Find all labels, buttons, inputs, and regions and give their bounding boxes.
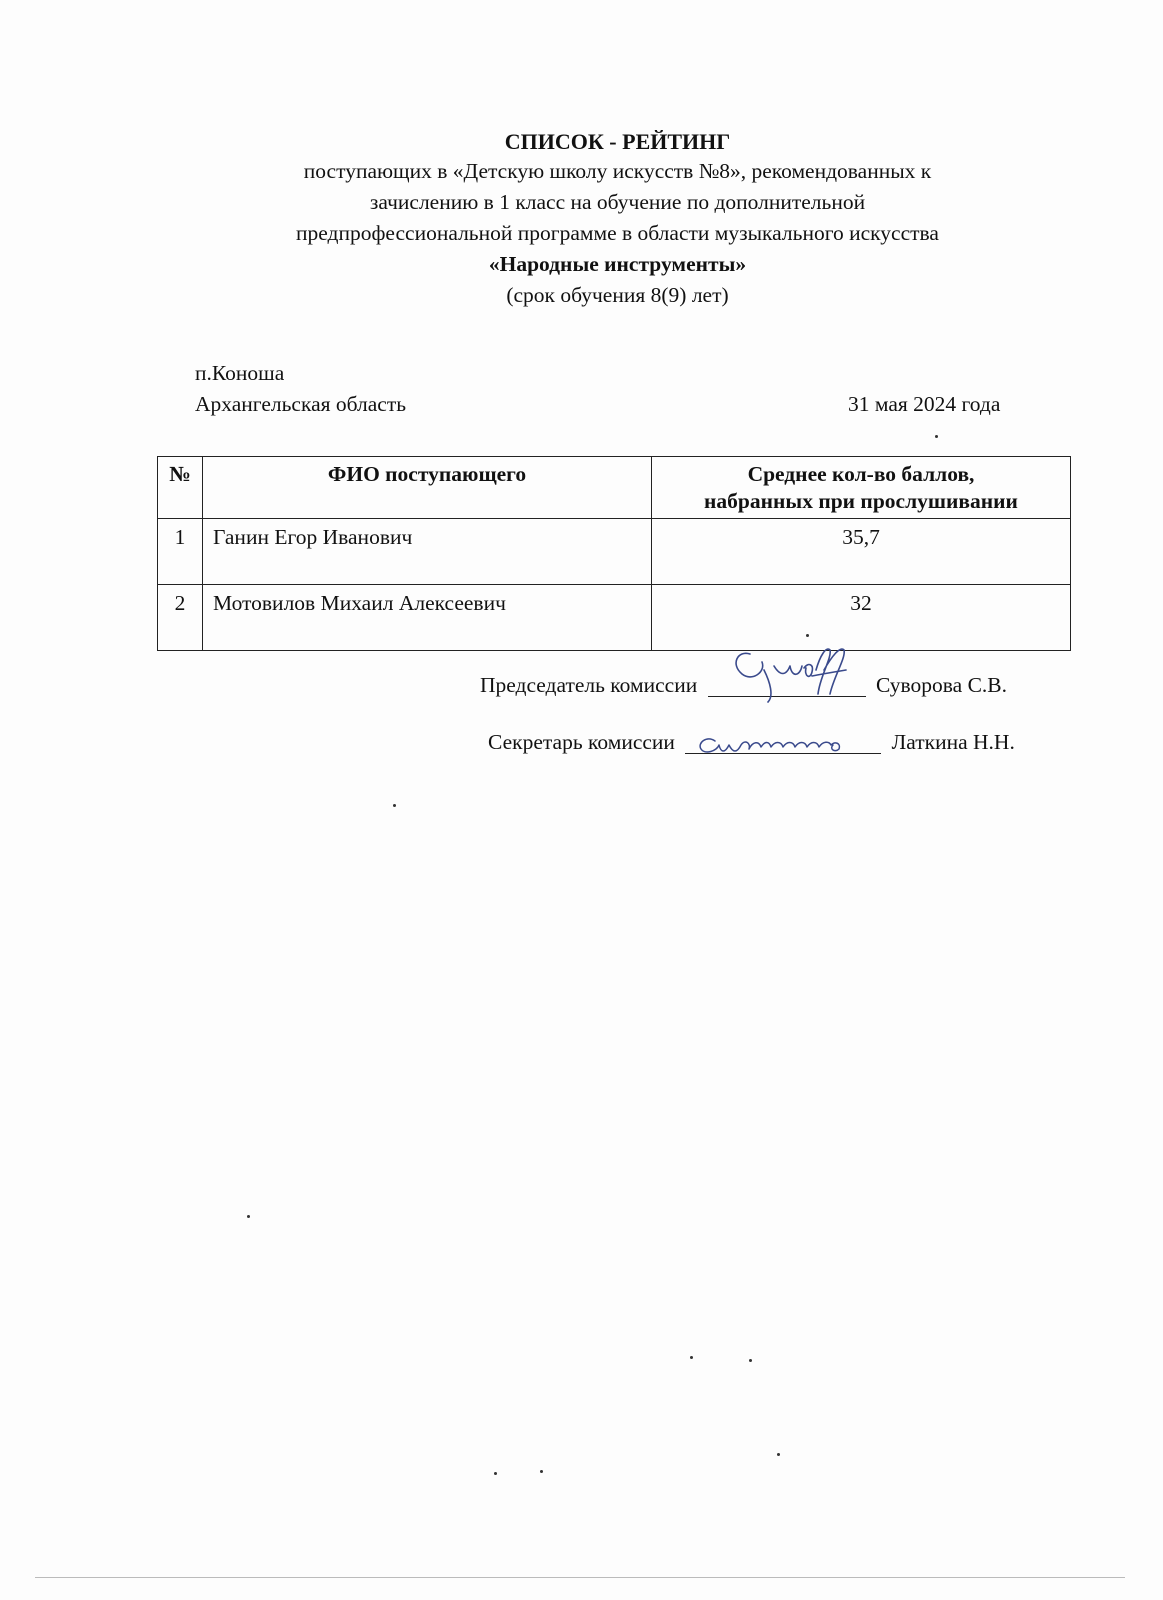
row-num: 1 <box>158 519 203 585</box>
table-header-row <box>158 457 1071 519</box>
chair-signature-icon <box>708 636 866 706</box>
rating-table <box>157 456 1071 651</box>
subtitle-line-1: поступающих в «Детскую школу искусств №8», рекомендованных к <box>303 159 932 183</box>
document-heading <box>0 128 1163 311</box>
scan-speck <box>690 1356 693 1359</box>
secretary-signature-field <box>685 729 881 754</box>
scan-speck <box>494 1472 497 1475</box>
chair-signature-line <box>480 670 1007 701</box>
program-name: «Народные инструменты» <box>488 252 747 276</box>
place-region: Архангельская область <box>195 392 407 416</box>
secretary-signature-icon <box>685 723 881 763</box>
row-name: Мотовилов Михаил Алексеевич <box>203 585 652 651</box>
secretary-role: Секретарь комиссии <box>488 730 675 754</box>
header-score <box>652 457 1071 519</box>
row-score: 35,7 <box>652 519 1071 585</box>
scan-speck <box>777 1453 780 1456</box>
table-row <box>158 519 1071 585</box>
row-name: Ганин Егор Иванович <box>203 519 652 585</box>
header-score-line-1: Среднее кол-во баллов, <box>747 462 975 486</box>
chair-name: Суворова С.В. <box>875 673 1007 697</box>
scan-speck <box>540 1470 543 1473</box>
scan-speck <box>247 1215 250 1218</box>
place-block <box>195 358 406 420</box>
row-score: 32 <box>652 585 1071 651</box>
scan-speck <box>806 634 809 637</box>
chair-role: Председатель комиссии <box>480 673 698 697</box>
subtitle-line-2: зачислению в 1 класс на обучение по дополнительной <box>369 190 866 214</box>
chair-signature-field <box>708 672 866 697</box>
document-date: 31 мая 2024 года <box>848 392 1001 416</box>
header-name: ФИО поступающего <box>203 457 652 519</box>
table-row <box>158 585 1071 651</box>
secretary-name: Латкина Н.Н. <box>891 730 1015 754</box>
secretary-signature-line <box>488 727 1015 758</box>
scan-edge-line <box>35 1577 1125 1578</box>
subtitle-line-3: предпрофессиональной программе в области музыкального искусства <box>296 221 939 245</box>
document-title: СПИСОК - РЕЙТИНГ <box>504 129 731 154</box>
scan-speck <box>393 804 396 807</box>
scan-speck <box>935 435 938 438</box>
study-duration: (срок обучения 8(9) лет) <box>506 283 729 307</box>
header-score-line-2: набранных при прослушивании <box>704 489 1018 513</box>
scan-speck <box>749 1359 752 1362</box>
row-num: 2 <box>158 585 203 651</box>
place-settlement: п.Коноша <box>195 361 285 385</box>
header-num: № <box>158 457 203 519</box>
